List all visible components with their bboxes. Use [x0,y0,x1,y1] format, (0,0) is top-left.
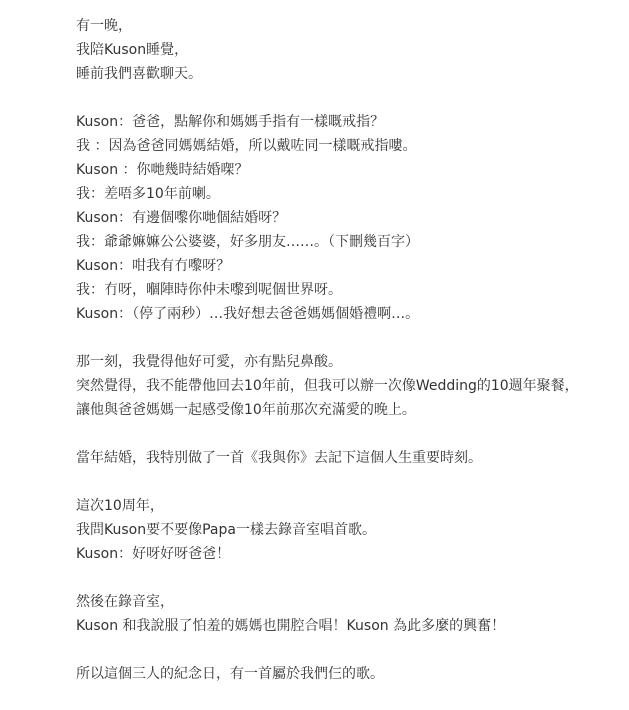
text-line: 我問Kuson要不要像Papa一樣去錄音室唱首歌。 [76,522,376,538]
text-line: 讓他與爸爸媽媽一起感受像10年前那次充滿愛的晚上。 [76,402,416,418]
paragraph-anniversary [76,494,621,566]
dialogue-line: Kuson：爸爸，點解你和媽媽手指有一樣嘅戒指？ [76,114,385,130]
paragraph-intro [76,14,621,86]
text-line: 然後在錄音室， [76,594,174,610]
dialogue-line: 我：爺爺嫲嫲公公婆婆，好多朋友……。（下刪幾百字） [76,234,419,250]
text-line: Kuson：好呀好呀爸爸！ [76,546,231,562]
dialogue-line: Kuson：咁我有冇嚟呀？ [76,258,231,274]
dialogue-line: 我 ：因為爸爸同媽媽結婚，所以戴咗同一樣嘅戒指嘍。 [76,138,417,154]
paragraph-studio [76,590,621,638]
paragraph-reflection [76,350,621,422]
text-line: 有一晚， [76,18,132,34]
paragraph-wedding-song [76,446,621,470]
text-line: 突然覺得，我不能帶他回去10年前，但我可以辦一次像Wedding的10週年聚餐， [76,378,579,394]
text-line: Kuson 和我說服了怕羞的媽媽也開腔合唱！Kuson 為此多麼的興奮！ [76,618,506,634]
text-line: 當年結婚，我特別做了一首《我與你》去記下這個人生重要時刻。 [76,450,482,466]
text-line: 睡前我們喜歡聊天。 [76,66,202,82]
dialogue-line: Kuson：有邊個嚟你哋個結婚呀？ [76,210,287,226]
text-line: 這次10周年， [76,498,164,514]
dialogue-line: 我：冇呀，嗰陣時你仲未嚟到呢個世界呀。 [76,282,342,298]
dialogue-line: Kuson：（停了兩秒）…我好想去爸爸媽媽個婚禮啊…。 [76,306,420,322]
dialogue-line: Kuson ：你哋幾時結婚㗎？ [76,162,249,178]
text-line: 所以這個三人的紀念日，有一首屬於我們仨的歌。 [76,666,384,682]
paragraph-closing [76,662,621,686]
text-line: 我陪Kuson睡覺， [76,42,189,58]
dialogue-line: 我：差唔多10年前喇。 [76,186,220,202]
paragraph-dialogue [76,110,621,326]
article-body [76,14,621,710]
text-line: 那一刻，我覺得他好可愛，亦有點兒鼻酸。 [76,354,342,370]
